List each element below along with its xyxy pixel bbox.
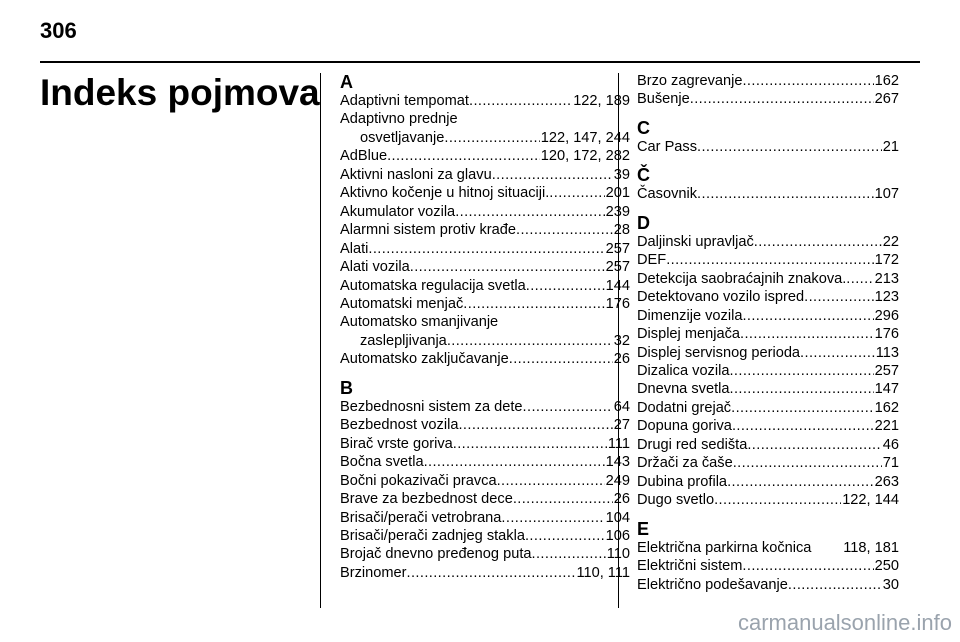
- index-entry: [637, 539, 899, 557]
- entry-pages: 104: [605, 509, 630, 526]
- entry-leader-dots: [458, 416, 612, 434]
- entry-leader-dots: [697, 138, 882, 156]
- index-entry: [340, 398, 630, 416]
- entry-leader-dots: [747, 436, 881, 454]
- entry-term: Displej menjača: [637, 326, 741, 343]
- index-entry: [340, 147, 630, 165]
- index-entry: [340, 221, 630, 239]
- entry-term: Dnevna svetla: [637, 381, 730, 398]
- entry-leader-dots: [731, 399, 874, 417]
- entry-pages: 26: [613, 491, 630, 508]
- entry-leader-dots: [368, 240, 604, 258]
- watermark: carmanualsonline.info: [737, 610, 952, 635]
- index-section: [340, 72, 630, 369]
- entry-term: Bočni pokazivači pravca: [340, 472, 497, 489]
- entry-pages: 250: [874, 558, 899, 575]
- entry-term: Dugo svetlo: [637, 492, 715, 509]
- entry-term: Električni sistem: [637, 558, 743, 575]
- entry-pages: 176: [605, 295, 630, 312]
- entry-term: Brisači/perači vetrobrana: [340, 509, 502, 526]
- entry-term: Dizalica vozila: [637, 362, 730, 379]
- section-letter: Č: [637, 165, 650, 186]
- entry-term: Električna parkirna kočnica: [637, 539, 812, 556]
- entry-pages: 296: [874, 307, 899, 324]
- entry-term: Birač vrste goriva: [340, 435, 453, 452]
- entry-term: Adaptivno prednje: [340, 111, 458, 128]
- entry-leader-dots: [532, 545, 606, 563]
- entry-pages: 267: [874, 91, 899, 108]
- entry-leader-dots: [469, 92, 572, 110]
- entry-leader-dots: [666, 251, 873, 269]
- index-entry: [340, 166, 630, 184]
- index-entry: [637, 380, 899, 398]
- section-letter: E: [637, 518, 650, 539]
- index-entry: [637, 557, 899, 575]
- entry-pages: 162: [874, 73, 899, 89]
- entry-term: Brzinomer: [340, 564, 407, 581]
- entry-term: Brzo zagrevanje: [637, 73, 743, 89]
- index-column-2: [637, 72, 899, 603]
- index-entry: [340, 545, 630, 563]
- entry-term: Drugi red sedišta: [637, 436, 748, 453]
- entry-continuation-line: [340, 332, 630, 350]
- index-section: [637, 118, 899, 156]
- entry-leader-dots: [846, 270, 873, 288]
- entry-pages: 201: [605, 185, 630, 202]
- entry-term: DEF: [637, 252, 667, 269]
- entry-term: Automatsko zaključavanje: [340, 351, 509, 368]
- index-entry: [637, 325, 899, 343]
- index-entry: [637, 270, 899, 288]
- page-number: 306: [40, 18, 77, 43]
- entry-term: Aktivno kočenje u hitnoj situaciji.: [340, 185, 550, 202]
- entry-pages: 172: [874, 252, 899, 269]
- index-entry: [340, 527, 630, 545]
- entry-term: Dubina profila: [637, 473, 728, 490]
- index-entry: [637, 288, 899, 306]
- index-section: [637, 72, 899, 109]
- entry-term: Brisači/perači zadnjeg stakla: [340, 527, 525, 544]
- entry-pages: 110: [606, 546, 630, 563]
- index-entry: [340, 295, 630, 313]
- index-entry: [637, 138, 899, 156]
- entry-leader-dots: [501, 509, 604, 527]
- index-entry: [637, 454, 899, 472]
- entry-pages: 39: [613, 166, 630, 183]
- entry-pages: 162: [874, 399, 899, 416]
- index-section: [340, 378, 630, 583]
- entry-leader-dots: [387, 147, 540, 165]
- entry-pages: 46: [882, 436, 899, 453]
- entry-leader-dots: [492, 166, 613, 184]
- index-entry: [637, 307, 899, 325]
- index-entry: [340, 416, 630, 434]
- entry-leader-dots: [697, 185, 874, 203]
- entry-leader-dots: [742, 557, 873, 575]
- index-entry: [637, 233, 899, 251]
- index-entry: [340, 313, 630, 350]
- entry-leader-dots: [732, 417, 874, 435]
- entry-pages: 122, 144: [842, 492, 899, 509]
- entry-term: Dopuna goriva: [637, 418, 732, 435]
- entry-term: Bezbednost vozila: [340, 417, 459, 434]
- entry-term: Car Pass: [637, 138, 698, 155]
- entry-leader-dots: [463, 295, 604, 313]
- section-letter: A: [340, 72, 353, 92]
- entry-term: Držači za čaše: [637, 455, 733, 472]
- entry-pages: 221: [874, 418, 899, 435]
- entry-leader-dots: [444, 129, 539, 147]
- entry-leader-dots: [811, 539, 842, 557]
- entry-leader-dots: [727, 473, 874, 491]
- entry-leader-dots: [523, 398, 613, 416]
- entry-term: Adaptivni tempomat: [340, 93, 469, 109]
- index-entry: [637, 399, 899, 417]
- entry-leader-dots: [754, 233, 882, 251]
- entry-leader-dots: [453, 435, 607, 453]
- entry-term: Alati: [340, 240, 369, 257]
- entry-leader-dots: [729, 380, 873, 398]
- entry-pages: 249: [605, 472, 630, 489]
- section-letter: D: [637, 212, 650, 233]
- index-entry: [340, 92, 630, 110]
- entry-leader-dots: [714, 491, 841, 509]
- entry-pages: 111: [607, 435, 630, 452]
- entry-leader-dots: [740, 325, 874, 343]
- entry-leader-dots: [733, 454, 882, 472]
- index-entry: [637, 251, 899, 269]
- index-entry: [340, 203, 630, 221]
- entry-pages: 257: [605, 259, 630, 276]
- entry-term: Dimenzije vozila: [637, 307, 743, 324]
- index-entry: [340, 490, 630, 508]
- index-entry: [340, 277, 630, 295]
- entry-pages: 22: [882, 233, 899, 250]
- entry-term: Brojač dnevno pređenog puta: [340, 546, 532, 563]
- entry-pages: 27: [613, 417, 630, 434]
- entry-pages: 122, 189: [573, 93, 630, 109]
- index-section: [637, 213, 899, 510]
- index-entry: [637, 417, 899, 435]
- entry-leader-dots: [549, 184, 604, 202]
- entry-pages: 64: [613, 398, 630, 415]
- entry-pages: 120, 172, 282: [540, 148, 630, 165]
- entry-term: Daljinski upravljač: [637, 233, 754, 250]
- index-entry: [340, 453, 630, 471]
- entry-leader-dots: [513, 490, 613, 508]
- entry-leader-dots: [526, 277, 605, 295]
- index-entry: [637, 491, 899, 509]
- entry-term: Automatska regulacija svetla: [340, 277, 526, 294]
- index-entry: [637, 344, 899, 362]
- entry-leader-dots: [729, 362, 873, 380]
- entry-pages: 21: [882, 138, 899, 155]
- entry-pages: 257: [605, 240, 630, 257]
- entry-pages: 143: [605, 454, 630, 471]
- index-entry: [340, 435, 630, 453]
- entry-term: Displej servisnog perioda: [637, 344, 801, 361]
- header-rule: [40, 61, 920, 63]
- entry-leader-dots: [788, 576, 882, 594]
- entry-term: Akumulator vozila: [340, 203, 456, 220]
- entry-pages: 123: [874, 289, 899, 306]
- index-entry: [637, 185, 899, 203]
- index-section: [637, 519, 899, 594]
- index-entry: [637, 576, 899, 594]
- entry-term: Bezbednosni sistem za dete: [340, 398, 523, 415]
- section-letter: B: [340, 377, 353, 398]
- entry-term: Bočna svetla: [340, 454, 424, 471]
- index-entry: [637, 362, 899, 380]
- entry-pages: 28: [613, 222, 630, 239]
- entry-pages: 257: [874, 362, 899, 379]
- index-entry: [637, 436, 899, 454]
- entry-leader-dots: [525, 527, 605, 545]
- entry-term-continuation: zaslepljivanja: [360, 332, 447, 349]
- entry-pages: 32: [613, 332, 630, 349]
- index-entry: [340, 240, 630, 258]
- entry-term: Automatsko smanjivanje: [340, 314, 499, 331]
- entry-leader-dots: [407, 564, 576, 582]
- entry-term: Električno podešavanje: [637, 576, 788, 593]
- entry-leader-dots: [516, 221, 613, 239]
- entry-leader-dots: [509, 350, 613, 368]
- entry-term-continuation: osvetljavanje: [360, 129, 445, 146]
- entry-pages: 239: [605, 203, 630, 220]
- entry-term: Automatski menjač: [340, 295, 464, 312]
- entry-pages: 113: [875, 344, 899, 361]
- entry-leader-dots: [804, 288, 874, 306]
- index-entry: [340, 350, 630, 368]
- entry-pages: 107: [874, 186, 899, 203]
- entry-leader-dots: [800, 344, 875, 362]
- column-divider-left: [320, 73, 321, 608]
- entry-term: Alarmni sistem protiv krađe: [340, 222, 516, 239]
- index-entry: [637, 90, 899, 108]
- entry-leader-dots: [742, 72, 873, 90]
- index-section: [637, 165, 899, 203]
- entry-pages: 106: [605, 527, 630, 544]
- entry-leader-dots: [497, 472, 605, 490]
- entry-pages: 110, 111: [576, 564, 630, 581]
- entry-leader-dots: [424, 453, 605, 471]
- index-entry: [637, 473, 899, 491]
- entry-term: Brave za bezbednost dece: [340, 491, 513, 508]
- entry-pages: 144: [605, 277, 630, 294]
- entry-term: Dodatni grejač: [637, 399, 732, 416]
- index-entry: [637, 72, 899, 90]
- index-entry: [340, 258, 630, 276]
- entry-leader-dots: [455, 203, 604, 221]
- entry-pages: 263: [874, 473, 899, 490]
- entry-pages: 26: [613, 351, 630, 368]
- entry-leader-dots: [410, 258, 605, 276]
- entry-pages: 213: [874, 270, 899, 287]
- entry-leader-dots: [742, 307, 873, 325]
- index-column-1: [340, 72, 630, 591]
- index-title: Indeks pojmova: [40, 72, 320, 113]
- entry-term: Bušenje: [637, 91, 690, 108]
- index-entry: [340, 564, 630, 582]
- index-entry: [340, 110, 630, 147]
- index-entry: [340, 184, 630, 202]
- entry-pages: 147: [874, 381, 899, 398]
- entry-pages: 30: [882, 576, 899, 593]
- section-letter: C: [637, 117, 650, 138]
- entry-leader-dots: [690, 90, 874, 108]
- entry-term: Alati vozila: [340, 259, 410, 276]
- entry-pages: 122, 147, 244: [540, 129, 630, 146]
- index-entry: [340, 509, 630, 527]
- entry-pages: 118, 181: [843, 539, 899, 556]
- index-entry: [340, 472, 630, 490]
- entry-continuation-line: [340, 129, 630, 147]
- entry-leader-dots: [447, 332, 613, 350]
- entry-term: Časovnik: [637, 186, 698, 203]
- entry-term: Detekcija saobraćajnih znakova.: [637, 270, 847, 287]
- entry-pages: 71: [882, 455, 899, 472]
- entry-term: Detektovano vozilo ispred: [637, 289, 805, 306]
- entry-term: Aktivni nasloni za glavu: [340, 166, 492, 183]
- entry-term: AdBlue: [340, 148, 388, 165]
- entry-pages: 176: [874, 326, 899, 343]
